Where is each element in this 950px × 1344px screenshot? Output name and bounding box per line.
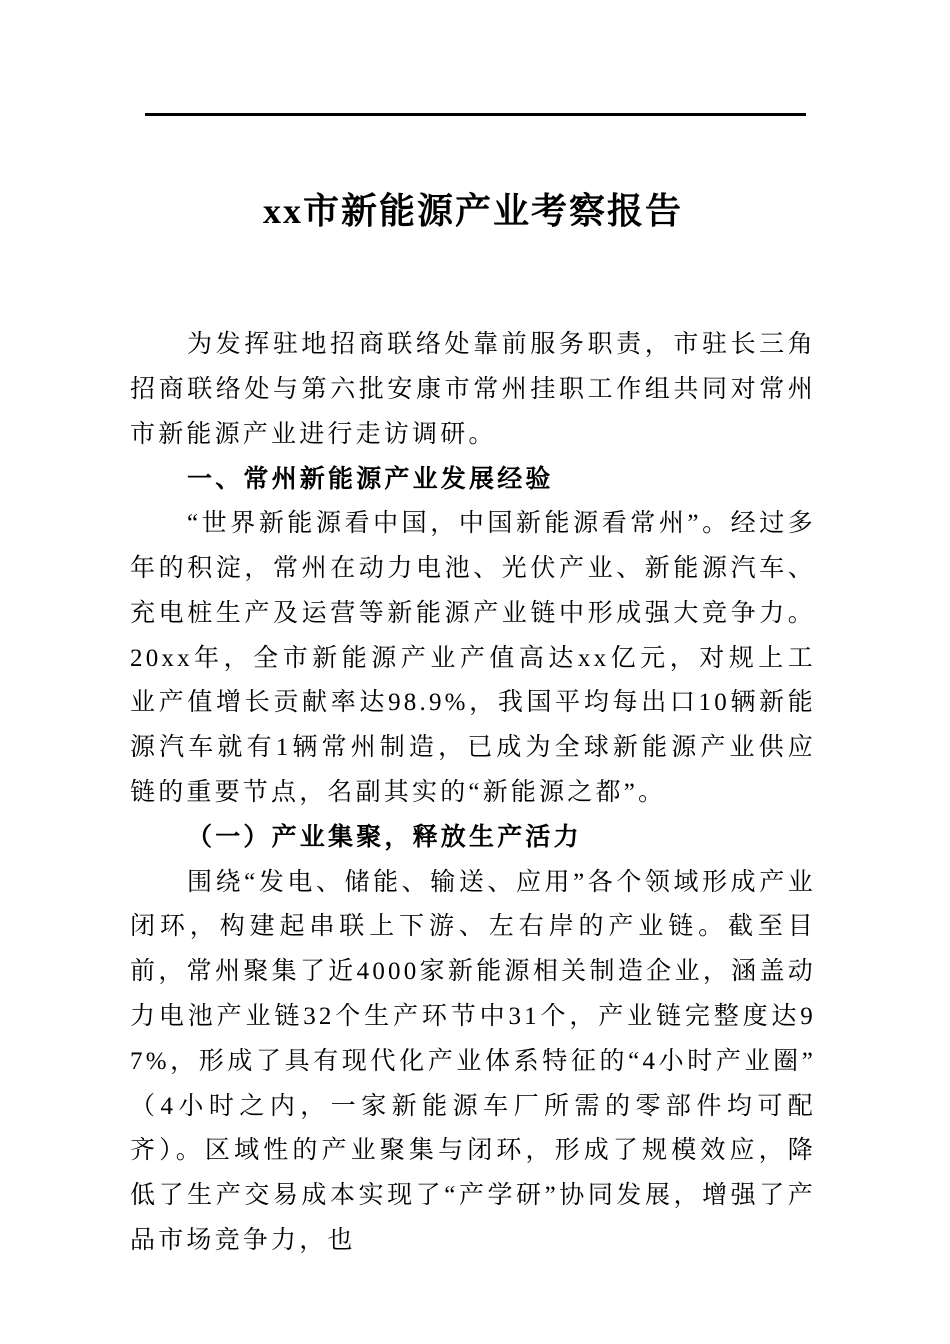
paragraph-industry-cluster: 围绕“发电、储能、输送、应用”各个领域形成产业闭环，构建起串联上下游、左右岸的产业链。截至目前，常州聚集了近4000家新能源相关制造企业，涵盖动力电池产业链32个生产环节中31个，产业链完整度达97%，形成了具有现代化产业体系特征的“4小时产业圈”（4小时之内，一家新能源车厂所需的零部件均可配齐）。区域性的产业聚集与闭环，形成了规模效应，降低了生产交易成本实现了“产学研”协同发展，增强了产品市场竞争力，也: [130, 868, 816, 1254]
report-title: xx市新能源产业考察报告: [262, 191, 683, 231]
document-body: [130, 323, 816, 1264]
section-heading-1: 一、常州新能源产业发展经验: [187, 465, 554, 494]
paragraph-overview: “世界新能源看中国，中国新能源看常州”。经过多年的积淀，常州在动力电池、光伏产业、新能源汽车、充电桩生产及运营等新能源产业链中形成强大竞争力。20xx年，全市新能源产业产值高达xx亿元，对规上工业产值增长贡献率达98.9%，我国平均每出口10辆新能源汽车就有1辆常州制造，已成为全球新能源产业供应链的重要节点，名副其实的“新能源之都”。: [130, 510, 816, 806]
subsection-heading-1-1: （一）产业集聚，释放生产活力: [187, 823, 582, 851]
paragraph-intro: 为发挥驻地招商联络处靠前服务职责，市驻长三角招商联络处与第六批安康市常州挂职工作组共同对常州市新能源产业进行走访调研。: [130, 331, 816, 448]
header-divider: [145, 113, 806, 116]
